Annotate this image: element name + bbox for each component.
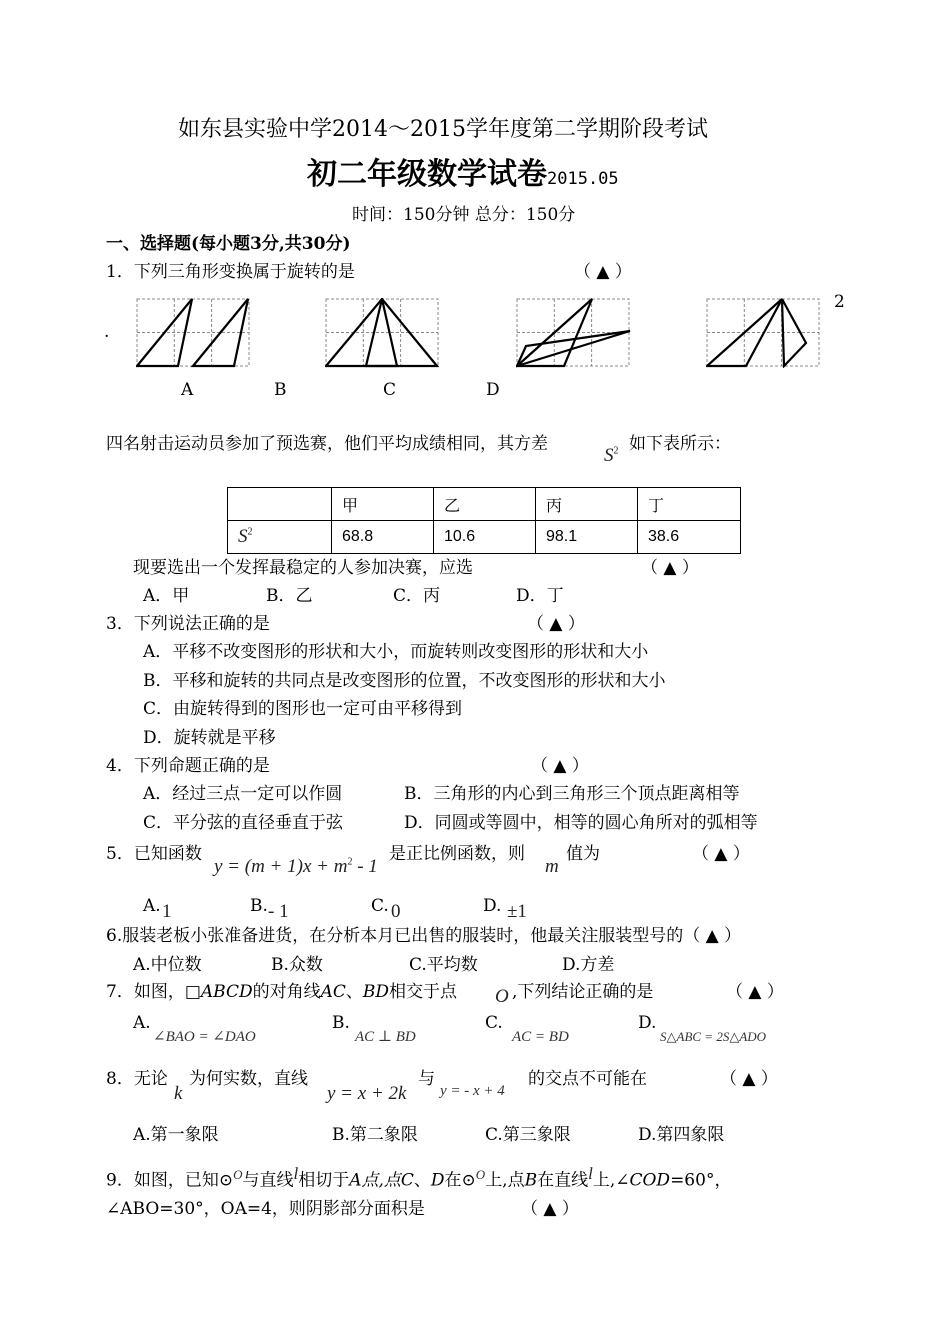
- q7-text-a: 如图，: [133, 982, 185, 1002]
- q9-b: B: [524, 1170, 538, 1191]
- q7-opt-b-formula: AC ⊥ BD: [355, 1029, 416, 1045]
- q4-option-d: D．同圆或等圆中，相等的圆心角所对的弧相等: [404, 813, 758, 833]
- q9-d: D: [430, 1170, 445, 1191]
- q5-opt-c-value: 0: [391, 901, 401, 922]
- q6-stem: [106, 928, 741, 945]
- q1-label-d: D: [486, 380, 500, 400]
- q5-formula-main: y = (m + 1)x + m: [214, 856, 348, 877]
- q8-k: k: [174, 1083, 183, 1104]
- q3-stem: [106, 616, 270, 633]
- table-header-cell: 丁: [638, 488, 741, 521]
- q5-opt-a-value: 1: [162, 901, 172, 922]
- q5-formula-sup: 2: [347, 856, 353, 868]
- q7-bd: BD: [362, 982, 390, 1002]
- q9-text-c: 相切于: [298, 1170, 350, 1191]
- q9-text-d: A点,点: [349, 1170, 401, 1191]
- q3-answer: （ ▲ ）: [527, 614, 585, 634]
- q4-option-a: A．经过三点一定可以作圆: [143, 784, 343, 804]
- q6-text: 服装老板小张准备进货，在分析本月已出售的服装时，他最关注服装型号的（ ▲ ）: [122, 926, 742, 946]
- q2-option-c: C．丙: [393, 586, 441, 606]
- table-header-cell: 丙: [536, 488, 638, 521]
- q8-text-d: 的交点不可能在: [528, 1069, 647, 1089]
- q7-text-c: 相交于点: [389, 982, 458, 1002]
- q7-stem: [106, 984, 457, 1001]
- table-row-label: [228, 521, 332, 554]
- row-label-sup: 2: [247, 526, 253, 538]
- q1-text: 下列三角形变换属于旋转的是: [133, 262, 355, 282]
- q5-opt-b-letter: B.: [250, 896, 268, 916]
- table-header-cell: 甲: [332, 488, 434, 521]
- q5-text-b: 是正比例函数，则: [389, 844, 525, 864]
- q9-cod: COD: [629, 1170, 671, 1191]
- q5-opt-c-letter: C.: [371, 896, 389, 916]
- q5-formula-tail: - 1: [352, 856, 378, 877]
- q7-opt-d-formula: S△ABC = 2S△ADO: [660, 1029, 767, 1044]
- q2-option-a: A．甲: [143, 586, 190, 606]
- q5-answer: （ ▲ ）: [692, 844, 750, 864]
- q7-shape: □ABCD: [184, 982, 253, 1002]
- q9-text-b: 与直线: [242, 1170, 294, 1191]
- q8-answer: （ ▲ ）: [720, 1069, 778, 1089]
- q8-stem: [106, 1071, 168, 1088]
- q7-opt-c-letter: C.: [485, 1013, 503, 1033]
- q5-text-a: 已知函数: [133, 844, 202, 864]
- q1-figure-d: [706, 298, 820, 368]
- q2-option-d: D．丁: [516, 586, 564, 606]
- q9-text-i: =60°，: [670, 1170, 732, 1191]
- table-row: [228, 521, 741, 554]
- q3-option-c: C．由旋转得到的图形也一定可由平移得到: [143, 699, 463, 719]
- q1-figure-b: [325, 298, 439, 368]
- q2-option-b: B．乙: [266, 586, 313, 606]
- q1-dot: .: [104, 322, 110, 342]
- q9-text-h: 上,∠: [592, 1170, 630, 1191]
- table-header-cell: 乙: [434, 488, 536, 521]
- q8-text-a: 无论: [133, 1069, 168, 1089]
- variance-table: [227, 487, 741, 554]
- q7-opt-b-letter: B.: [332, 1013, 350, 1033]
- table-cell: 38.6: [638, 521, 741, 554]
- q2-intro-tail: 如下表所示：: [629, 434, 731, 454]
- q9-o2: O: [475, 1167, 486, 1182]
- q9-text-a: 如图，已知⊙: [133, 1170, 234, 1191]
- q4-text: 下列命题正确的是: [133, 756, 270, 776]
- q7-point-o: O: [495, 986, 509, 1007]
- q8-option-a: A.第一象限: [133, 1125, 219, 1145]
- q4-number: 4．: [106, 756, 134, 776]
- q6-option-b: B.众数: [271, 955, 323, 975]
- table-corner-cell: [228, 488, 332, 521]
- row-label-letter: S: [238, 526, 248, 547]
- q5-text-c: 值为: [566, 844, 600, 864]
- q6-option-a: A.中位数: [133, 955, 202, 975]
- q3-text: 下列说法正确的是: [133, 614, 270, 634]
- q9-line1: [106, 1165, 731, 1190]
- table-cell: 68.8: [332, 521, 434, 554]
- q9-line2: ∠ABO=30°，OA=4，则阴影部分面积是: [106, 1199, 425, 1219]
- q7-text-d: ,下列结论正确的是: [512, 982, 654, 1002]
- q1-stem: [106, 264, 355, 281]
- paper-title-text: 初二年级数学试卷: [307, 157, 547, 192]
- q3-option-b: B．平移和旋转的共同点是改变图形的位置，不改变图形的形状和大小: [143, 671, 666, 691]
- q7-opt-d-letter: D.: [638, 1013, 657, 1033]
- q9-text-f: 上,点: [485, 1170, 525, 1191]
- table-header-row: [228, 488, 741, 521]
- q9-number: 9．: [106, 1170, 134, 1191]
- q6-number: 6.: [106, 926, 123, 946]
- q7-number: 7．: [106, 982, 134, 1002]
- q9-text-e: 在⊙: [444, 1170, 476, 1191]
- q8-text-c: 与: [418, 1069, 435, 1089]
- paper-title: [307, 157, 619, 192]
- q2-stray-number: 2: [834, 292, 845, 312]
- q1-label-b: B: [274, 380, 287, 400]
- q8-option-c: C.第三象限: [485, 1125, 571, 1145]
- q3-option-d: D．旋转就是平移: [143, 728, 276, 748]
- q9-o: O: [233, 1167, 243, 1182]
- q4-option-c: C．平分弦的直径垂直于弦: [143, 813, 344, 833]
- q5-opt-d-letter: D.: [483, 896, 502, 916]
- q7-opt-c-formula: AC = BD: [512, 1029, 569, 1045]
- q3-number: 3．: [106, 614, 134, 634]
- q1-figure-a: [136, 298, 250, 368]
- q1-label-c: C: [383, 380, 397, 400]
- q7-ac: AC: [320, 982, 346, 1002]
- q5-var-m: m: [545, 856, 559, 877]
- q2-s2-letter: S: [604, 445, 614, 466]
- q7-opt-a-formula: ∠BAO = ∠DAO: [153, 1029, 256, 1045]
- q7-opt-a-letter: A.: [133, 1013, 151, 1033]
- table-cell: 98.1: [536, 521, 638, 554]
- q2-intro: 四名射击运动员参加了预选赛，他们平均成绩相同，其方差: [106, 434, 548, 454]
- q2-text: 现要选出一个发挥最稳定的人参加决赛，应选: [133, 558, 473, 578]
- q3-option-a: A．平移不改变图形的形状和大小，而旋转则改变图形的形状和大小: [143, 642, 649, 662]
- q5-opt-a-letter: A.: [143, 896, 161, 916]
- q6-option-d: D.方差: [562, 955, 615, 975]
- q9-l: l: [293, 1164, 299, 1183]
- q4-option-b: B．三角形的内心到三角形三个顶点距离相等: [404, 784, 740, 804]
- q8-line1: y = x + 2k: [327, 1083, 407, 1104]
- q2-answer: （ ▲ ）: [641, 558, 699, 578]
- q2-s2-sup: 2: [613, 445, 619, 457]
- q6-option-c: C.平均数: [409, 955, 478, 975]
- q4-stem: [106, 758, 270, 775]
- q1-label-a: A: [181, 380, 194, 400]
- paper-date: 2015.05: [547, 169, 619, 189]
- q7-answer: （ ▲ ）: [726, 982, 784, 1002]
- school-line: 如东县实验中学2014～2015学年度第二学期阶段考试: [178, 117, 708, 142]
- time-info: 时间：150分钟 总分：150分: [352, 205, 576, 225]
- q9-text-g: 在直线: [537, 1170, 589, 1191]
- q8-number: 8．: [106, 1069, 134, 1089]
- table-cell: 10.6: [434, 521, 536, 554]
- q4-answer: （ ▲ ）: [531, 756, 589, 776]
- q9-answer: （ ▲ ）: [521, 1199, 579, 1219]
- q2-s2-symbol: [604, 446, 619, 465]
- q9-l2: l: [588, 1164, 593, 1183]
- q1-number: 1．: [106, 262, 134, 282]
- section-heading: 一、选择题(每小题3分,共30分): [106, 234, 351, 254]
- q5-number: 5．: [106, 844, 134, 864]
- q8-text-b: 为何实数，直线: [189, 1069, 308, 1089]
- q8-option-d: D.第四象限: [638, 1125, 725, 1145]
- q7-sep: 、: [345, 982, 363, 1002]
- q5-formula: [214, 857, 378, 876]
- q5-opt-d-value: ±1: [507, 901, 527, 922]
- q1-answer: （ ▲ ）: [574, 262, 632, 282]
- q9-c: C: [400, 1170, 414, 1191]
- q1-figure-c: [516, 298, 632, 368]
- q5-opt-b-value: - 1: [268, 901, 289, 922]
- q5-stem: [106, 846, 202, 863]
- q7-text-b: 的对角线: [252, 982, 321, 1002]
- q8-line2: y = - x + 4: [440, 1083, 505, 1099]
- q8-option-b: B.第二象限: [332, 1125, 418, 1145]
- q9-sep: 、: [413, 1170, 431, 1191]
